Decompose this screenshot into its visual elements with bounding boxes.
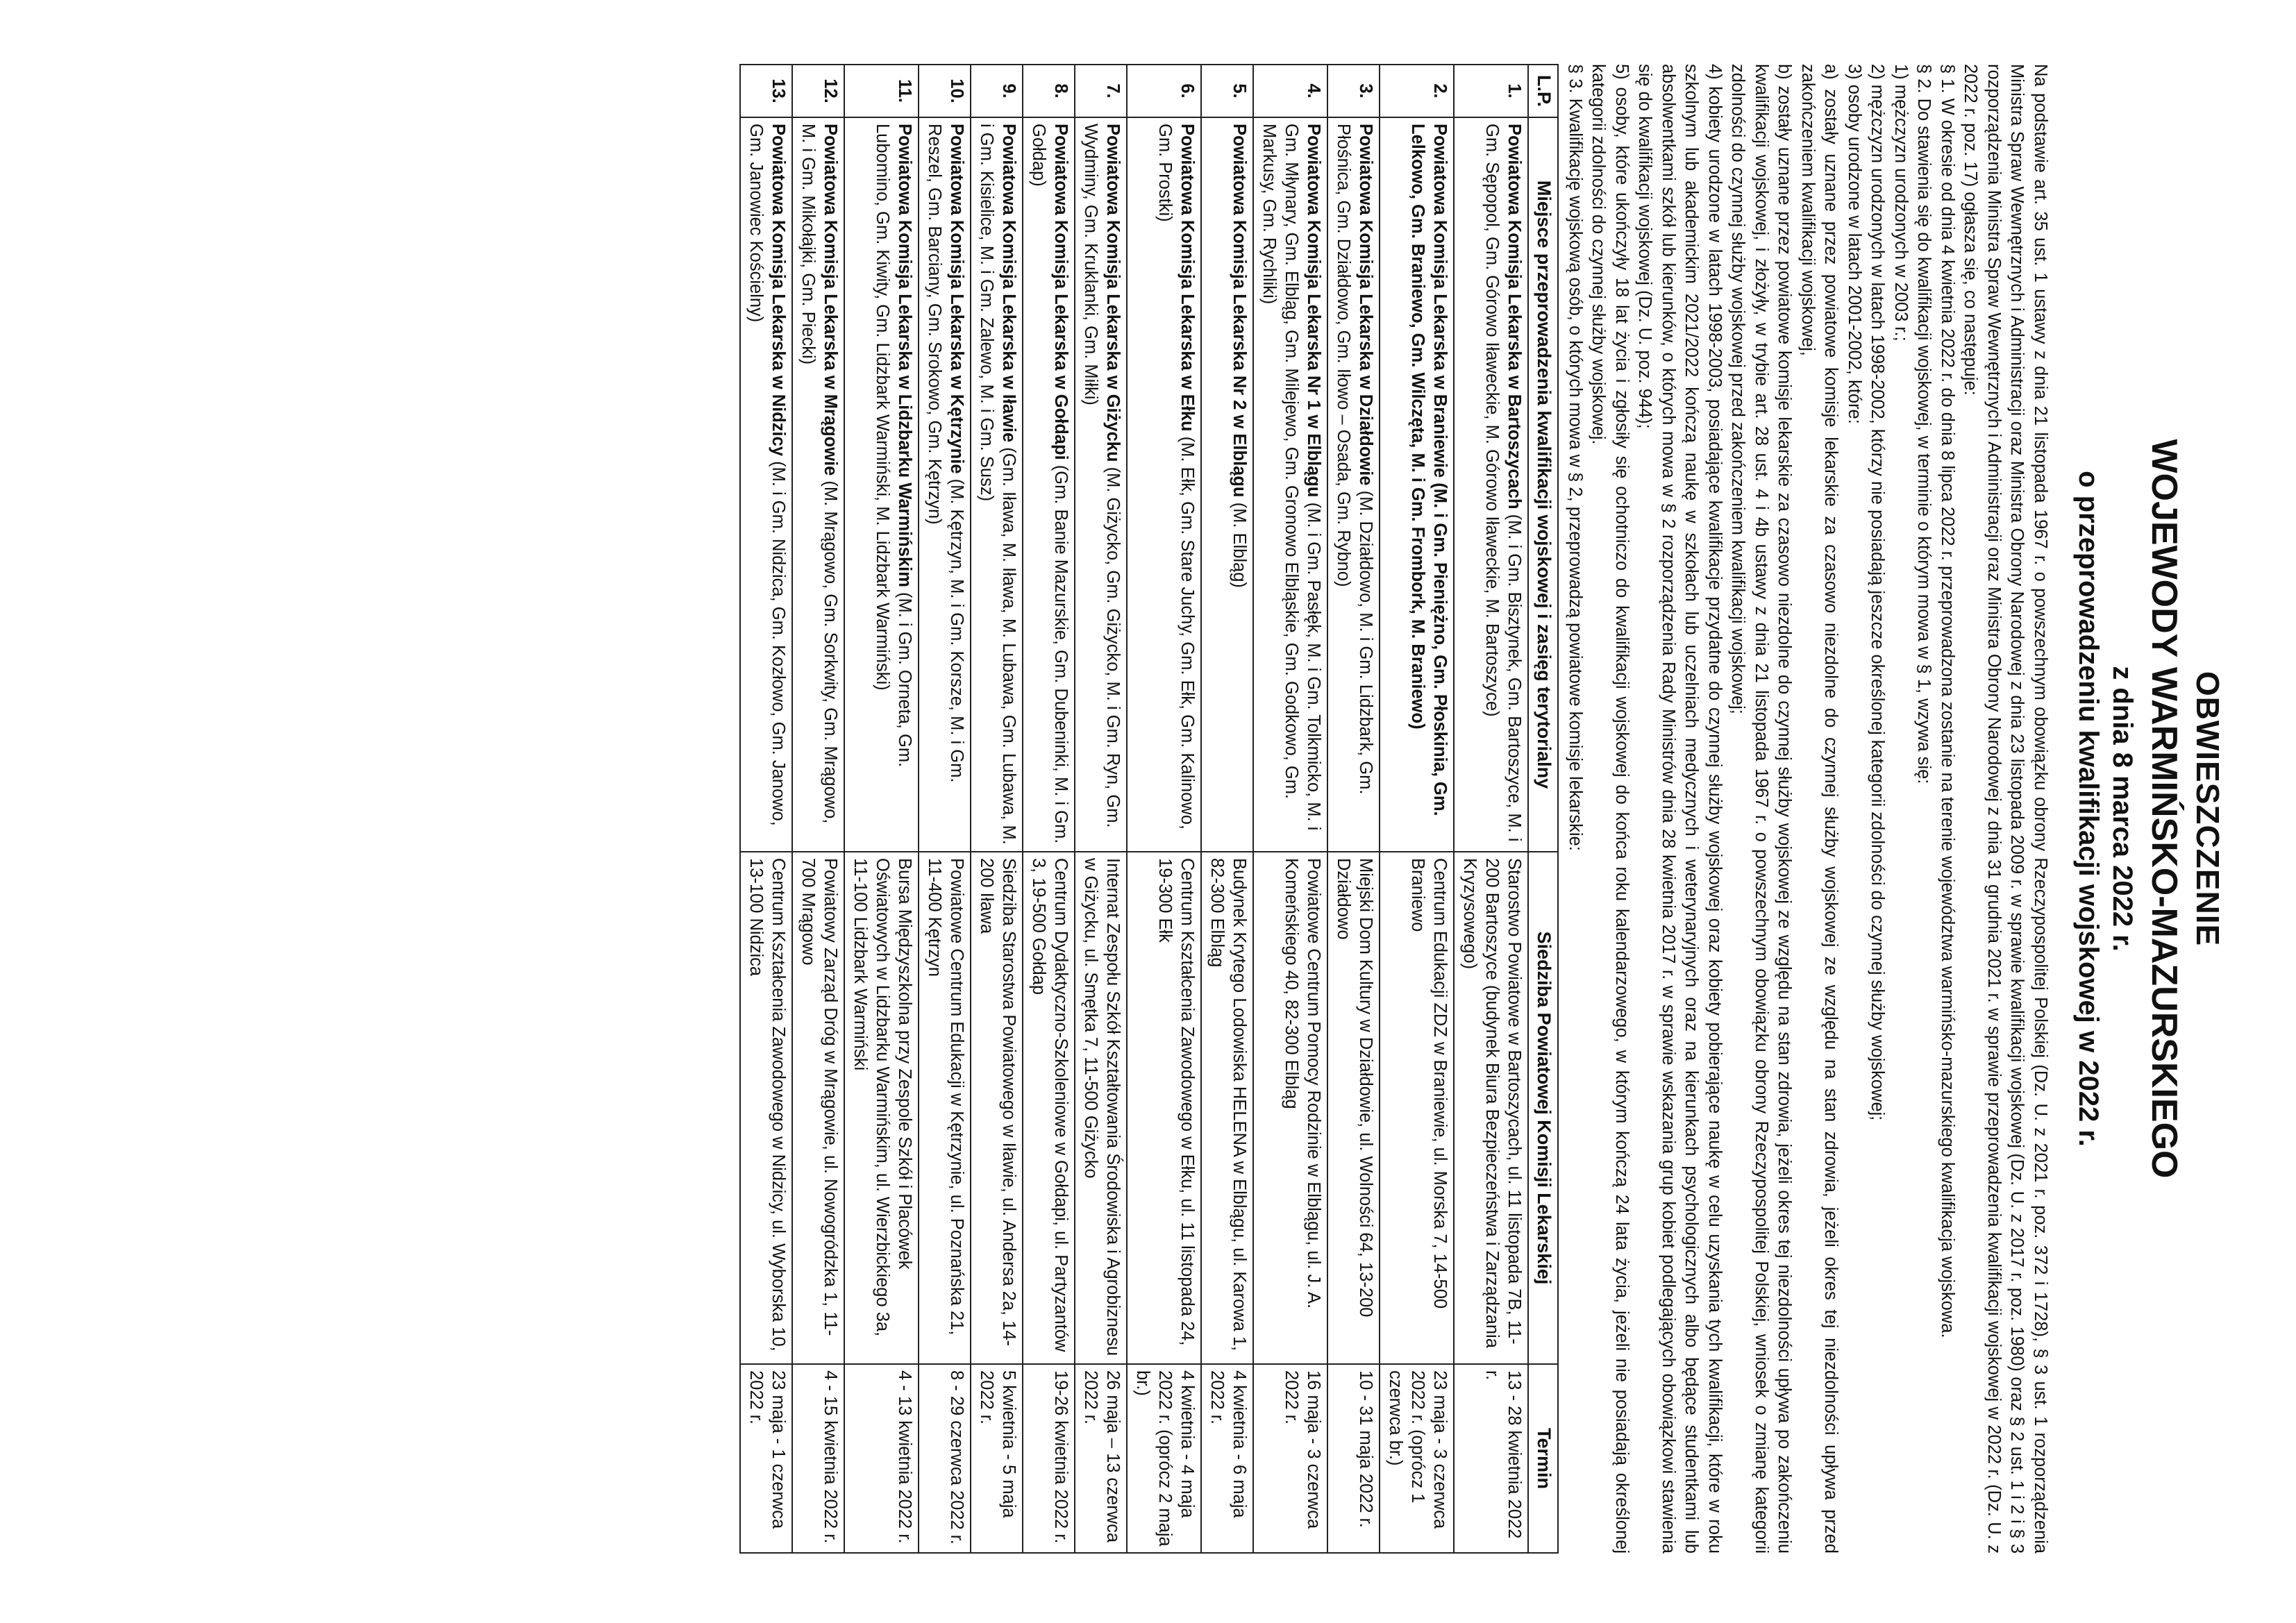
header-lp: L.P. (1529, 65, 1559, 117)
row-number: 2. (1380, 65, 1455, 117)
commission-seat: Centrum Dydaktyczno-Szkoleniowe w Gołdapi, ul. Partyzantów 3, 19-500 Gołdap (1023, 852, 1075, 1364)
table-row (971, 65, 1023, 1553)
commission-seat: Budynek Krytego Lodowiska HELENA w Elblągu, ul. Karowa 1, 82-300 Elbląg (1202, 852, 1254, 1364)
commission-place (793, 117, 845, 852)
commission-term: 4 - 13 kwietnia 2022 r. (845, 1364, 919, 1553)
document-header (2072, 64, 2227, 1554)
commission-seat: Centrum Kształcenia Zawodowego w Ełku, ul. 11 listopada 24, 19-300 Ełk (1128, 852, 1202, 1364)
commission-name: Powiatowa Komisja Lekarska w Bartoszycach (1505, 124, 1525, 510)
commission-place (1455, 117, 1529, 852)
commission-place (741, 117, 793, 852)
commission-seat: Bursa Międzyszkolna przy Zespole Szkół i Placówek Oświatowych w Lidzbarku Warmińskim, ul. Wierzbickiego 3a, 11-100 Lidzbark Warmiński (845, 852, 919, 1364)
table-row (793, 65, 845, 1553)
table-row (919, 65, 971, 1553)
paragraph: § 2. Do stawienia się do kwalifikacji wojskowej, w terminie o którym mowa w § 1, wzywa się: (1914, 64, 1934, 784)
commission-area: (Gm. Iława, M. Iława, M. Lubawa, Gm. Lubawa, M. i Gm. Kisielice, M. i Gm. Zalewo, M. i Gm. Susz) (977, 124, 1019, 845)
commission-seat: Powiatowy Zarząd Dróg w Mrągowie, ul. Nowogródzka 1, 11-700 Mrągowo (793, 852, 845, 1364)
commission-name: Powiatowa Komisja Lekarska w Mrągowie (821, 124, 841, 476)
table-row (1328, 65, 1380, 1553)
commission-name: Powiatowa Komisja Lekarska w Lidzbarku Warmińskim (895, 124, 915, 587)
commission-term: 5 kwietnia - 5 maja 2022 r. (971, 1364, 1023, 1553)
commission-seat: Centrum Kształcenia Zawodowego w Nidzicy, ul. Wyborska 10, 13-100 Nidzica (741, 852, 793, 1364)
commission-place (1128, 117, 1202, 852)
paragraph: § 3. Kwalifikację wojskową osób, o których mowa w § 2, przeprowadzą powiatowe komisje lekarskie: (1566, 64, 1585, 851)
paragraph: 4) kobiety urodzone w latach 1998-2003, posiadające kwalifikacje przydatne do czynnej służby wojskowej oraz kobiety pobierające naukę w celu uzyskania tych kwalifikacji, które w roku szkolnym lub akademickim 2021/2022 kończą naukę w szkołach lub uczelniach medycznych i weterynaryjnych oraz na kierunkach psychologicznych albo będące studentkami lub absolwentkami szkół lub kierunków, o których mowa w § 2 rozporządzenia Rady Ministrów dnia 28 kwietnia 2017 r. w sprawie wskazania grup kobiet podlegających obowiązkowi stawienia się do kwalifikacji wojskowej (Dz. U. poz. 944); (1635, 64, 1725, 1554)
paragraph: 5) osoby, które ukończyły 18 lat życia i zgłosiły się ochotniczo do kwalifikacji wojskowej do końca roku kalendarzowego, w którym kończą 24 lata życia, jeżeli nie posiadają określonej kategorii zdolności do czynnej służby wojskowej. (1589, 64, 1632, 1554)
commission-area: (M. Elbląg) (1230, 497, 1250, 588)
row-number: 13. (741, 65, 793, 117)
row-number: 7. (1075, 65, 1128, 117)
commission-name: Powiatowa Komisja Lekarska w Giżycku (1103, 124, 1123, 462)
commission-place (971, 117, 1023, 852)
document-body (1564, 64, 2052, 1554)
commission-seat: Starostwo Powiatowe w Bartoszycach, ul. 11 listopada 7B, 11-200 Bartoszyce (budynek Biura Bezpieczeństwa i Zarządzania Kryzysowego) (1455, 852, 1529, 1364)
document-date: z dnia 8 marca 2022 r. (2107, 666, 2138, 952)
commission-area: (M. Działdowo, M. i Gm. Lidzbark, Gm. Płośnica, Gm. Działdowo, Gm. Iłowo – Osada, Gm. Rybno) (1334, 124, 1376, 795)
commission-name: Powiatowa Komisja Lekarska w Nidzicy (769, 124, 789, 457)
commission-term: 4 kwietnia - 4 maja 2022 r. (oprócz 2 maja br.) (1128, 1364, 1202, 1553)
commission-area: (M. i Gm. Bisztynek, Gm. Bartoszyce, M. i Gm. Sępopol, Gm. Górowo Iławeckie, M. Górowo Iławeckie, M. Bartoszyce) (1482, 124, 1525, 842)
commission-name: Powiatowa Komisja Lekarska w Kętrzynie (947, 124, 967, 474)
row-number: 6. (1128, 65, 1202, 117)
header-place: Miejsce przeprowadzenia kwalifikacji wojskowej i zasięg terytorialny (1529, 117, 1559, 852)
commission-seat: Centrum Edukacji ZDZ w Braniewie, ul. Morska 7, 14-500 Braniewo (1380, 852, 1455, 1364)
commission-name: Powiatowa Komisja Lekarska Nr 1 w Elblągu (1304, 124, 1324, 498)
commission-area: (M. Kętrzyn, M. i Gm. Korsze, M. i Gm. Reszel, Gm. Barciany, Gm. Srokowo, Gm. Kętrzyn) (925, 124, 967, 783)
row-number: 4. (1254, 65, 1328, 117)
commission-place (1075, 117, 1128, 852)
table-row (1380, 65, 1455, 1553)
table-row (1023, 65, 1075, 1553)
header-seat: Siedziba Powiatowej Komisji Lekarskiej (1529, 852, 1559, 1364)
commission-seat: Powiatowe Centrum Edukacji w Kętrzynie, ul. Poznańska 21, 11-400 Kętrzyn (919, 852, 971, 1364)
table-row (741, 65, 793, 1553)
commission-term: 4 kwietnia - 6 maja 2022 r. (1202, 1364, 1254, 1553)
table-row (845, 65, 919, 1553)
table-header-row (1529, 65, 1559, 1553)
header-term: Termin (1529, 1364, 1559, 1553)
commission-seat: Miejski Dom Kultury w Działdowie, ul. Wolności 64, 13-200 Działdowo (1328, 852, 1380, 1364)
table-row (1254, 65, 1328, 1553)
document-title: OBWIESZCZENIE (2190, 671, 2226, 947)
commission-name: Powiatowa Komisja Lekarska w Ełku (1178, 124, 1198, 432)
commission-seat: Powiatowe Centrum Pomocy Rodzinie w Elblągu, ul. J. A. Komeńskiego 40, 82-300 Elbląg (1254, 852, 1328, 1364)
paragraph: 1) mężczyzn urodzonych w 2003 r.; (1891, 64, 1911, 342)
commission-term: 23 maja - 1 czerwca 2022 r. (741, 1364, 793, 1553)
commission-term: 10 - 31 maja 2022 r. (1328, 1364, 1380, 1553)
row-number: 3. (1328, 65, 1380, 117)
row-number: 12. (793, 65, 845, 117)
row-number: 1. (1455, 65, 1529, 117)
row-number: 9. (971, 65, 1023, 117)
commission-seat: Siedziba Starostwa Powiatowego w Iławie, ul. Andersa 2a, 14-200 Iława (971, 852, 1023, 1364)
table-row (1202, 65, 1254, 1553)
paragraph: b) zostały uznane przez powiatowe komisje lekarskie za czasowo niezdolne do czynnej służby wojskowej ze względu na stan zdrowia, jeżeli okres tej niezdolności upływa po zakończeniu kwalifikacji wojskowej, i złożyły, w trybie art. 28 ust. 4 i 4b ustawy z dnia 21 listopada 1967 r. o powszechnym obowiązku obrony Rzeczypospolitej Polskiej, wniosek o zmianę kategorii zdolności do czynnej służby wojskowej przed zakończeniem kwalifikacji wojskowej; (1728, 64, 1795, 1554)
table-row (1075, 65, 1128, 1553)
row-number: 11. (845, 65, 919, 117)
commission-term: 23 maja - 3 czerwca 2022 r. (oprócz 1 czerwca br.) (1380, 1364, 1455, 1553)
table-row (1455, 65, 1529, 1553)
commission-term: 19-26 kwietnia 2022 r. (1023, 1364, 1075, 1553)
commission-area: (M. Ełk, Gm. Stare Juchy, Gm. Ełk, Gm. Kalinowo, Gm. Prostki) (1155, 124, 1198, 830)
paragraph: § 1. W okresie od dnia 4 kwietnia 2022 r. do dnia 8 lipca 2022 r. przeprowadzona zostanie na terenie województwa warmińsko-mazurskiego kwalifikacja wojskowa. (1938, 64, 1957, 1338)
commission-name: Powiatowa Komisja Lekarska w Gołdapi (1051, 124, 1071, 460)
commission-area: (M. Giżycko, Gm. Giżycko, M. i Gm. Ryn, Gm. Wydminy, Gm. Kruklanki, Gm. Miłki) (1081, 124, 1123, 828)
commission-place (919, 117, 971, 852)
row-number: 10. (919, 65, 971, 117)
commission-area: (M. i Gm. Pasłęk, M. i Gm. Tolkmicko, M. i Gm. Młynary, Gm. Elbląg, Gm. Milejewo, Gm. Gronowo Elbląskie, Gm. Godkowo, Gm. Markusy, Gm. Rychliki) (1259, 124, 1324, 831)
commission-name: Powiatowa Komisja Lekarska w Działdowie (1356, 124, 1376, 486)
paragraph: 3) osoby urodzone w latach 2001-2002, które: (1845, 64, 1864, 424)
document-subject: o przeprowadzeniu kwalifikacji wojskowej w 2022 r. (2073, 471, 2104, 1147)
commission-name: Powiatowa Komisja Lekarska w Iławie (999, 124, 1019, 443)
paragraph: 2) mężczyzn urodzonych w latach 1998-2002, którzy nie posiadają jeszcze określonej kategorii zdolności do czynnej służby wojskowej; (1868, 64, 1888, 1121)
commissions-table (740, 64, 1559, 1554)
commission-place (1202, 117, 1254, 852)
commission-area: (M. i Gm. Nidzica, Gm. Kozłowo, Gm. Janowo, Gm. Janowiec Kościelny) (746, 124, 789, 826)
commission-name: Powiatowa Komisja Lekarska Nr 2 w Elblągu (1230, 124, 1250, 498)
commission-term: 16 maja - 3 czerwca 2022 r. (1254, 1364, 1328, 1553)
commission-area: (M. i Gm. Orneta, Gm. Lubomino, Gm. Kiwity, Gm. Lidzbark Warmiński, M. Lidzbark Warmiński) (873, 124, 915, 768)
commission-seat: Internat Zespołu Szkół Kształtowania Środowiska i Agrobiznesu w Giżycku, ul. Smętka 7, 11-500 Giżycko (1075, 852, 1128, 1364)
row-number: 8. (1023, 65, 1075, 117)
commission-area: (M. Mrągowo, Gm. Sorkwity, Gm. Mrągowo, M. i Gm. Mikołajki, Gm. Piecki) (798, 124, 841, 824)
commission-term: 8 - 29 czerwca 2022 r. (919, 1364, 971, 1553)
commission-place (1380, 117, 1455, 852)
commission-area: (Gm. Banie Mazurskie, Gm. Dubeninki, M. i Gm. Gołdap) (1029, 124, 1071, 844)
commission-term: 4 - 15 kwietnia 2022 r. (793, 1364, 845, 1553)
commission-place (845, 117, 919, 852)
table-row (1128, 65, 1202, 1553)
commission-place (1328, 117, 1380, 852)
document-issuer: WOJEWODY WARMIŃSKO-MAZURSKIEGO (2144, 439, 2184, 1179)
commission-place (1254, 117, 1328, 852)
commission-place (1023, 117, 1075, 852)
commission-term: 13 - 28 kwietnia 2022 r. (1455, 1364, 1529, 1553)
commission-name: Powiatowa Komisja Lekarska w Braniewie (M. i Gm. Pieniężno, Gm. Płoskinia, Gm. Lelkowo, Gm. Braniewo, Gm. Wilczęta, M. i Gm. Frombork, M. Braniewo) (1408, 124, 1450, 816)
row-number: 5. (1202, 65, 1254, 117)
commission-term: 26 maja – 13 czerwca 2022 r. (1075, 1364, 1128, 1553)
paragraph: a) zostały uznane przez powiatowe komisje lekarskie za czasowo niezdolne do czynnej służby wojskowej ze względu na stan zdrowia, jeżeli okres tej niezdolności upływa przed zakończeniem kwalifikacji wojskowej, (1798, 64, 1841, 1554)
intro-paragraph: Na podstawie art. 35 ust. 1 ustawy z dnia 21 listopada 1967 r. o powszechnym obowiązku obrony Rzeczypospolitej Polskiej (Dz. U. z 2021 r. poz. 372 i 1728), § 3 ust. 1 rozporządzenia Ministra Spraw Wewnętrznych i Administracji oraz Ministra Obrony Narodowej z dnia 23 listopada 2009 r. w sprawie kwalifikacji wojskowej (Dz. U. z 2017 r. poz. 1980) oraz § 2 ust. 1 i 2 i § 3 rozporządzenia Ministra Spraw Wewnętrznych i Administracji oraz Ministra Obrony Narodowej z dnia 31 grudnia 2021 r. w sprawie przeprowadzenia kwalifikacji wojskowej w 2022 r. (Dz. U. z 2022 r. poz. 17) ogłasza się, co następuje: (1961, 64, 2050, 1554)
